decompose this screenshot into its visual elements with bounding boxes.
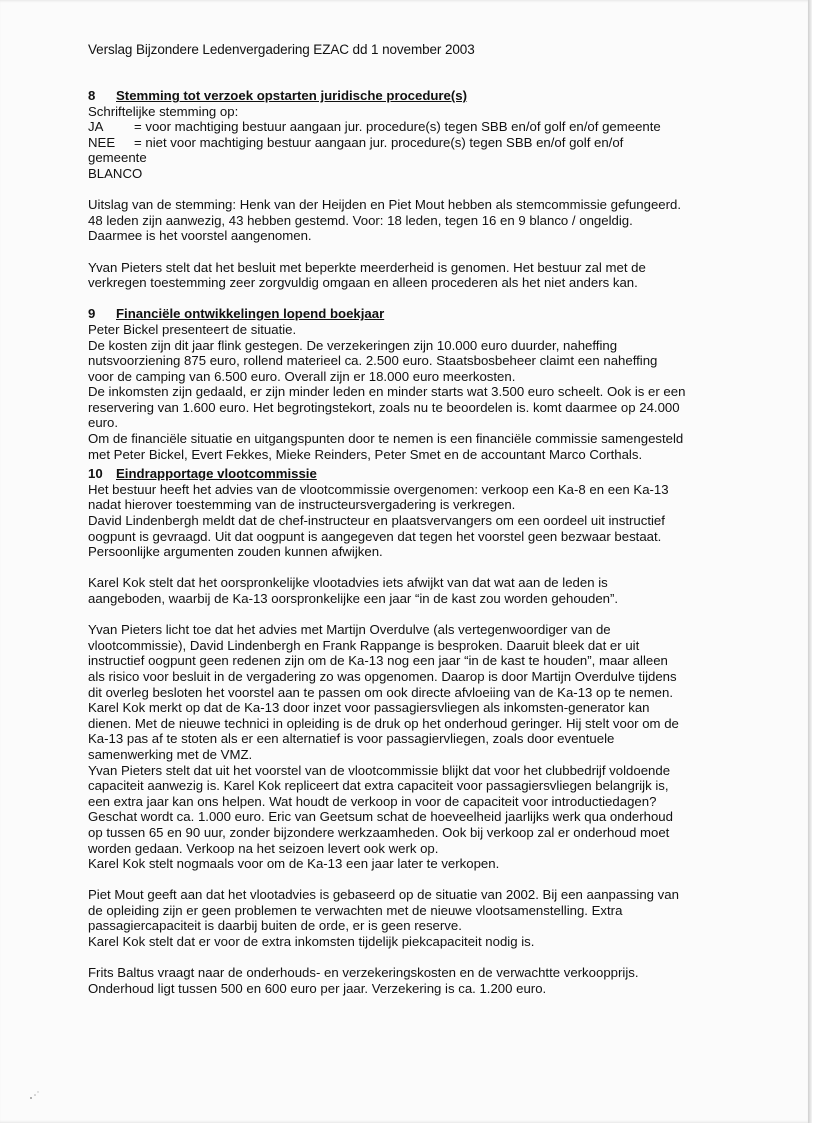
text-line: aangeboden, waarbij de Ka-13 oorspronkelijke een jaar “in de kast zou worden gehouden”. — [88, 591, 619, 606]
text-line: capaciteit aanwezig is. Karel Kok repliceert dat extra capaciteit voor passagiersvliegen belangrijk is, — [88, 778, 669, 794]
text-line: Ka-13 pas af te stoten als er een alternatief is voor passagiervliegen, zoals door eventuele — [88, 731, 615, 747]
section-9-heading — [88, 306, 708, 322]
section-title: Eindrapportage vlootcommissie — [116, 466, 317, 482]
text-line: David Lindenbergh meldt dat de chef-instructeur en plaatsvervangers om een oordeel uit instructief — [88, 513, 665, 529]
text-line: De kosten zijn dit jaar flink gestegen. De verzekeringen zijn 10.000 euro duurder, naheffing — [88, 337, 618, 353]
text-line: Yvan Pieters stelt dat het besluit met beperkte meerderheid is genomen. Het bestuur zal met de — [88, 259, 646, 275]
text-line: oogpunt is gevraagd. Uit dat oogpunt is aangegeven dat tegen het voorstel geen bezwaar bestaat. — [88, 528, 662, 544]
page-header: Verslag Bijzondere Ledenvergadering EZAC dd 1 november 2003 — [88, 42, 475, 57]
section-title: Financiële ontwikkelingen lopend boekjaar — [116, 306, 385, 322]
vote-option-key: NEE — [88, 134, 116, 150]
section-10-heading — [88, 466, 708, 482]
text-line: instructief oogpunt geen redenen zijn om de Ka-13 nog een jaar “in de kast te houden”, maar alleen — [88, 653, 668, 669]
vote-intro: Schriftelijke stemming op: — [88, 103, 239, 119]
vote-option-key: JA — [88, 119, 104, 135]
text-line: vlootcommissie), David Lindenbergh en Frank Rappange is besproken. Daaruit bleek dat er uit — [88, 637, 640, 653]
text-line: als risico voor besluit in de vergadering zo was opgenomen. Daarop is door Martijn Overdulve tijdens — [88, 668, 677, 684]
text-line: dit overleg besloten het voorstel aan te passen om ook directe afvloeiing van de Ka-13 op te nemen. — [88, 684, 674, 700]
text-line: samenwerking met de VMZ. — [88, 746, 253, 762]
section-title: Stemming tot verzoek opstarten juridische procedure(s) — [116, 88, 468, 103]
text-line: Uitslag van de stemming: Henk van der Heijden en Piet Mout hebben als stemcommissie gefungeerd. — [88, 197, 682, 213]
vote-option-blanco: BLANCO — [88, 165, 143, 181]
section-number: 9 — [88, 306, 96, 322]
section-number: 8 — [88, 88, 96, 103]
page-edge-shadow — [808, 0, 812, 1123]
text-line: 48 leden zijn aanwezig, 43 hebben gestemd. Voor: 18 leden, tegen 16 en 9 blanco / ongeldig. — [88, 212, 633, 228]
vote-option-nee — [88, 135, 708, 151]
vote-option-text: = voor machtiging bestuur aangaan jur. procedure(s) tegen SBB en/of golf en/of gemeente — [134, 119, 661, 135]
text-line: Onderhoud ligt tussen 500 en 600 euro per jaar. Verzekering is ca. 1.200 euro. — [88, 980, 547, 996]
text-line: Geschat wordt ca. 1.000 euro. Eric van Geetsum schat de hoeveelheid jaarlijks werk qua onderhoud — [88, 809, 673, 825]
text-line: reservering van 1.600 euro. Het begrotingstekort, zoals nu te beoordelen is. komt daarmee op 24.000 — [88, 399, 680, 415]
text-line: met Peter Bickel, Evert Fekkes, Mieke Reinders, Peter Smet en de accountant Marco Corthals. — [88, 446, 643, 462]
text-line: Frits Baltus vraagt naar de onderhouds- en verzekeringskosten en de verwachtte verkoopprijs. — [88, 965, 639, 981]
text-line: Yvan Pieters stelt dat uit het voorstel van de vlootcommissie blijkt dat voor het clubbedrijf voldoende — [88, 762, 671, 778]
text-line: de opleiding zijn er geen problemen te verwachten met de nieuwe vlootsamenstelling. Extra — [88, 902, 623, 918]
vote-option-nee-continued: gemeente — [88, 150, 147, 166]
text-line: Daarmee is het voorstel aangenomen. — [88, 228, 312, 244]
text-line: Karel Kok stelt nogmaals voor om de Ka-13 een jaar later te verkopen. — [88, 856, 500, 872]
section-number: 10 — [88, 466, 103, 482]
text-line: Yvan Pieters licht toe dat het advies met Martijn Overdulve (als vertegenwoordiger van de — [88, 622, 611, 638]
text-line: nutsvoorziening 875 euro, rollend materieel ca. 2.500 euro. Staatsbosbeheer claimt een naheffing — [88, 353, 658, 369]
document-body — [88, 88, 708, 996]
text-line: voor de camping van 6.500 euro. Overall zijn er 18.000 euro meerkosten. — [88, 368, 516, 384]
text-line: Het bestuur heeft het advies van de vlootcommissie overgenomen: verkoop een Ka-8 en een Ka-13 — [88, 481, 669, 497]
vote-option-ja — [88, 119, 708, 135]
text-line: dienen. Met de nieuwe technici in opleiding is de druk op het onderhoud geringer. Hij stelt voor om de — [88, 715, 679, 731]
text-line: verkregen toestemming zeer zorgvuldig omgaan en alleen procederen als het niet anders kan. — [88, 275, 638, 291]
text-line: euro. — [88, 415, 119, 431]
text-line: Karel Kok stelt dat er voor de extra inkomsten tijdelijk piekcapaciteit nodig is. — [88, 934, 535, 950]
scan-speck — [28, 1088, 42, 1102]
text-line: passagiercapaciteit is daarbij buiten de orde, er is geen reserve. — [88, 918, 462, 934]
text-line: Piet Mout geeft aan dat het vlootadvies is gebaseerd op de situatie van 2002. Bij een aanpassing van — [88, 887, 679, 903]
text-line: worden gedaan. Verkoop na het seizoen levert ook werk op. — [88, 840, 439, 856]
vote-option-text: = niet voor machtiging bestuur aangaan jur. procedure(s) tegen SBB en/of golf en/of — [134, 134, 624, 150]
text-line: Karel Kok merkt op dat de Ka-13 door inzet voor passagiersvliegen als inkomsten-generator kan — [88, 700, 650, 716]
text-line: een extra jaar kan ons helpen. Wat houdt de verkoop in voor de capaciteit voor introductiedagen? — [88, 793, 657, 809]
text-line: De inkomsten zijn gedaald, er zijn minder leden en minder starts wat 3.500 euro scheelt. Ook is er een — [88, 384, 686, 400]
text-line: Karel Kok stelt dat het oorspronkelijke vlootadvies iets afwijkt van dat wat aan de leden is — [88, 575, 608, 591]
text-line: nadat hierover toestemming van de instructeursvergadering is verkregen. — [88, 497, 516, 513]
section-8-heading — [88, 88, 708, 104]
text-line: Persoonlijke argumenten zouden kunnen afwijken. — [88, 544, 383, 560]
text-line: op tussen 65 en 90 uur, zonder bijzondere werkzaamheden. Ook bij verkoop zal er onderhoud moet — [88, 824, 670, 840]
text-line: Peter Bickel presenteert de situatie. — [88, 321, 297, 337]
text-line: Om de financiële situatie en uitgangspunten door te nemen is een financiële commissie samengesteld — [88, 431, 684, 447]
